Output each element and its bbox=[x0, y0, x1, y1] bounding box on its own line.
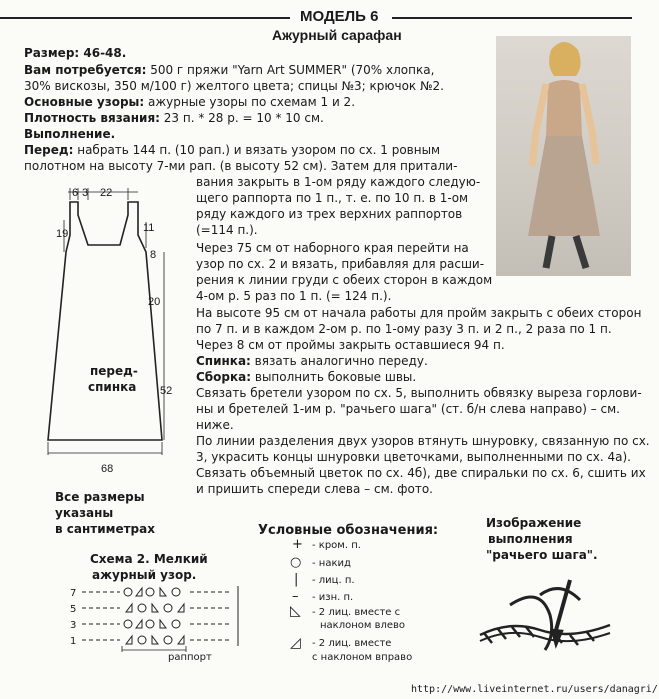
legend-text-knit: - лиц. п. bbox=[312, 575, 355, 586]
assembly-line-7: и пришить спереди слева – см. фото. bbox=[196, 482, 433, 496]
crab-stitch-illustration bbox=[470, 575, 630, 655]
pattern-label-2: спинка bbox=[88, 380, 137, 394]
legend-symbol-edge: + bbox=[292, 537, 303, 552]
front-line-10: 4-ом р. 5 раз по 1 п. (= 124 п.). bbox=[196, 289, 392, 303]
model-photo bbox=[496, 36, 631, 276]
legend-symbol-k2tog-left: ◺ bbox=[290, 603, 301, 619]
crab-title-2: выполнения bbox=[488, 532, 573, 546]
legend-text-k2tog-left: - 2 лиц. вместе с bbox=[312, 607, 401, 618]
scheme-row-5: 5 bbox=[70, 604, 77, 615]
footer-url[interactable]: http://www.liveinternet.ru/users/danagri/ bbox=[411, 684, 658, 695]
execution-heading: Выполнение. bbox=[24, 127, 116, 141]
assembly-line-3: ниже. bbox=[196, 418, 234, 432]
dim-19: 19 bbox=[56, 228, 69, 240]
crab-title-3: "рачьего шага". bbox=[486, 548, 598, 562]
legend-text-k2tog-right-2: с наклоном вправо bbox=[312, 652, 413, 663]
pattern-label-1: перед- bbox=[90, 364, 138, 378]
scheme-row-7: 7 bbox=[70, 588, 77, 599]
dim-11: 11 bbox=[143, 222, 155, 234]
size-line: Размер: 46-48. bbox=[24, 46, 127, 60]
front-line-4: щего раппорта по 1 п., т. е. по 10 п. в 1-ом bbox=[196, 191, 469, 205]
legend-text-k2tog-left-2: наклоном влево bbox=[320, 620, 406, 631]
sizes-note-1: Все размеры bbox=[55, 490, 145, 504]
sizes-note-3: в сантиметрах bbox=[55, 522, 155, 536]
legend-text-purl: - изн. п. bbox=[312, 592, 354, 603]
assembly-line: Сборка: выполнить боковые швы. bbox=[196, 370, 417, 384]
model-label: МОДЕЛЬ 6 bbox=[300, 8, 379, 25]
legend-title: Условные обозначения: bbox=[258, 523, 439, 538]
header-rule-right bbox=[392, 17, 632, 19]
legend-text-k2tog-right: - 2 лиц. вместе bbox=[312, 638, 392, 649]
sizes-note-2: указаны bbox=[55, 506, 114, 520]
front-line-6: (=114 п.). bbox=[196, 223, 258, 237]
front-line-12: по 7 п. и в каждом 2-ом р. по 1-ому разу 3 п. и 2 п., 2 раза по 1 п. bbox=[196, 322, 612, 336]
front-line-13: Через 8 см от проймы закрыть оставшиеся 94 п. bbox=[196, 338, 505, 352]
woman-figure-illustration bbox=[496, 36, 631, 276]
front-line-7: Через 75 см от наборного края перейти на bbox=[196, 241, 469, 255]
scheme-row-3: 3 bbox=[70, 620, 77, 631]
dim-68: 68 bbox=[101, 463, 114, 475]
legend-text-yarn-over: - накид bbox=[312, 558, 351, 569]
legend-text-edge: - кром. п. bbox=[312, 540, 361, 551]
assembly-line-5: 3, украсить концы шнуровки цветочками, выполненными по сх. 4а). bbox=[196, 450, 631, 464]
density-line: Плотность вязания: 23 п. * 28 р. = 10 * 10 см. bbox=[24, 111, 324, 125]
dim-3: 3 bbox=[82, 187, 89, 199]
dim-6: 6 bbox=[72, 187, 79, 199]
dim-20: 20 bbox=[148, 296, 161, 308]
assembly-line-4: По линии разделения двух узоров втянуть шнуровку, связанную по сх. bbox=[196, 434, 650, 448]
scheme-rapport-label: раппорт bbox=[168, 652, 212, 663]
assembly-line-6: Связать объемный цветок по сх. 4б), две спиральки по сх. 6, сшить их bbox=[196, 466, 646, 480]
back-line: Спинка: вязать аналогично переду. bbox=[196, 354, 428, 368]
assembly-line-2: ны и бретелей 1-им р. "рачьего шага" (ст. б/н слева направо) – см. bbox=[196, 402, 620, 416]
front-line-2: полотном на высоту 7-ми рап. (в высоту 52 см). Затем для притали- bbox=[24, 159, 458, 173]
front-line-1: Перед: набрать 144 п. (10 рап.) и вязать узором по сх. 1 ровным bbox=[24, 143, 441, 157]
legend-symbol-k2tog-right: ◿ bbox=[290, 635, 301, 651]
materials-line-1: Вам потребуется: 500 г пряжи "Yarn Art SUMMER" (70% хлопка, bbox=[24, 63, 435, 77]
scheme-row-1: 1 bbox=[70, 636, 77, 647]
legend-symbol-knit: | bbox=[294, 572, 299, 587]
scheme-title-2: ажурный узор. bbox=[92, 568, 197, 582]
front-line-5: ряду каждого из трех верхних раппортов bbox=[196, 207, 463, 221]
patterns-line: Основные узоры: ажурные узоры по схемам 1 и 2. bbox=[24, 95, 356, 109]
front-line-3: вания закрыть в 1-ом ряду каждого следую- bbox=[196, 175, 481, 189]
page-title: Ажурный сарафан bbox=[272, 27, 402, 43]
dim-8: 8 bbox=[150, 249, 157, 261]
scheme-2-grid bbox=[80, 586, 250, 652]
materials-line-2: 30% вискозы, 350 м/100 г) желтого цвета; спицы №3; крючок №2. bbox=[24, 79, 444, 93]
assembly-line-1: Связать бретели узором по сх. 5, выполнить обвязку выреза горлови- bbox=[196, 386, 642, 400]
scheme-title-1: Схема 2. Мелкий bbox=[90, 552, 208, 566]
front-line-9: рения к линии груди с обеих сторон в каждом bbox=[196, 273, 493, 287]
garment-pattern-diagram bbox=[40, 180, 190, 480]
legend-symbol-purl: – bbox=[292, 589, 299, 604]
dim-52: 52 bbox=[160, 385, 173, 397]
legend-symbol-yarn-over: ○ bbox=[290, 555, 302, 570]
front-line-8: узор по сх. 2 и вязать, прибавляя для расши- bbox=[196, 257, 485, 271]
header-rule-left bbox=[0, 17, 290, 19]
front-line-11: На высоте 95 см от начала работы для пройм закрыть с обеих сторон bbox=[196, 306, 642, 320]
crab-title-1: Изображение bbox=[486, 516, 582, 530]
dim-22: 22 bbox=[100, 187, 113, 199]
